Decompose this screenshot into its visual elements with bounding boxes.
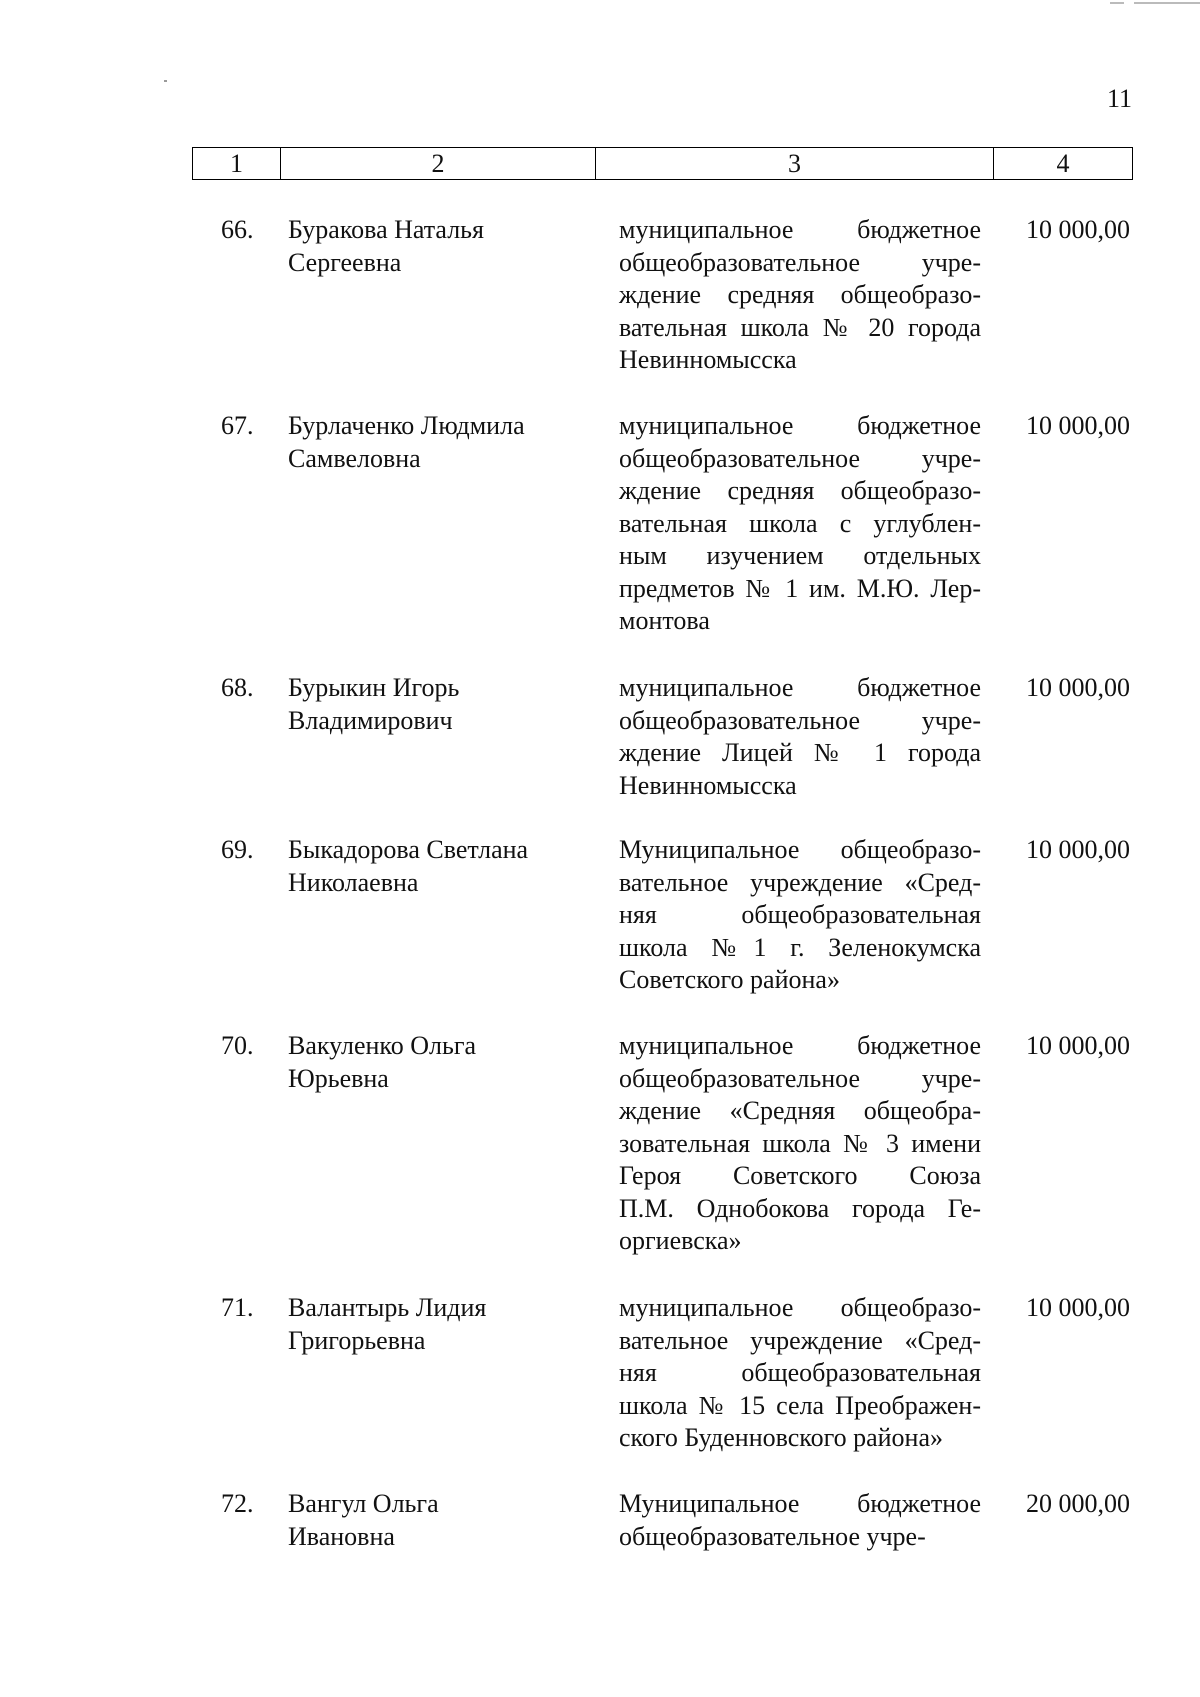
organization xyxy=(619,1488,981,1553)
entry-number: 72. xyxy=(221,1489,254,1518)
recipient-name-line: Быкадорова Светлана xyxy=(288,835,529,864)
organization-line: муниципальное бюджетное xyxy=(619,411,981,440)
award-amount: 10 000,00 xyxy=(1026,215,1130,244)
recipient-name-line: Вакуленко Ольга xyxy=(288,1031,477,1060)
organization xyxy=(619,1292,981,1455)
recipient-name-line: Бурлаченко Людмила xyxy=(288,411,525,440)
organization-line: вательное учреждение «Сред- xyxy=(619,867,981,897)
recipient-name-line: Владимирович xyxy=(288,705,453,735)
organization xyxy=(619,834,981,997)
recipient-name-line: Вангул Ольга xyxy=(288,1489,439,1518)
recipient-name xyxy=(288,1488,578,1553)
recipient-name-line: Самвеловна xyxy=(288,443,421,473)
recipient-name xyxy=(288,214,578,279)
recipient-name xyxy=(288,834,578,899)
organization-line: Невинномысска xyxy=(619,770,797,800)
award-amount: 10 000,00 xyxy=(1026,835,1130,864)
organization-line: вательная школа № 20 города xyxy=(619,312,981,342)
column-header-cell: 3 xyxy=(596,148,994,180)
award-amount: 10 000,00 xyxy=(1026,673,1130,702)
organization xyxy=(619,672,981,802)
column-header-row xyxy=(193,148,1133,180)
organization-line: общеобразовательное учре- xyxy=(619,247,981,277)
organization-line: няя общеобразовательная xyxy=(619,1358,981,1387)
organization-line: ского Буденновского района» xyxy=(619,1423,944,1452)
organization-line: ждение «Средняя общеобра- xyxy=(619,1096,981,1125)
organization-line: школа №1 г. Зеленокумска xyxy=(619,932,981,962)
organization-line: Муниципальное бюджетное xyxy=(619,1489,981,1518)
entry-number: 70. xyxy=(221,1031,254,1060)
award-amount: 20 000,00 xyxy=(1026,1489,1130,1518)
entry-number: 69. xyxy=(221,835,254,864)
organization-line: вательная школа с углублен- xyxy=(619,508,981,538)
recipient-name-line: Ивановна xyxy=(288,1521,395,1551)
organization-line: П.М. Однобокова города Ге- xyxy=(619,1193,981,1223)
recipient-name-line: Сергеевна xyxy=(288,247,402,277)
recipient-name xyxy=(288,1292,578,1357)
entry-number: 71. xyxy=(221,1293,254,1322)
organization xyxy=(619,1030,981,1258)
scan-edge-mark xyxy=(1110,0,1200,6)
organization-line: муниципальное бюджетное xyxy=(619,673,981,702)
organization-line: ждение средняя общеобразо- xyxy=(619,476,981,505)
award-amount: 10 000,00 xyxy=(1026,1031,1130,1060)
organization-line: монтова xyxy=(619,606,710,635)
organization-line: общеобразовательное учре- xyxy=(619,443,981,473)
entry-number: 68. xyxy=(221,673,254,702)
organization xyxy=(619,214,981,377)
column-header-cell: 2 xyxy=(281,148,596,180)
recipient-name xyxy=(288,410,578,475)
recipient-name-line: Юрьевна xyxy=(288,1063,389,1093)
organization-line: общеобразовательное учре- xyxy=(619,1063,981,1093)
organization-line: няя общеобразовательная xyxy=(619,900,981,929)
award-amount: 10 000,00 xyxy=(1026,1293,1130,1322)
recipient-name-line: Николаевна xyxy=(288,867,419,897)
organization-line: Невинномысска xyxy=(619,345,797,374)
organization-line: общеобразовательное учре- xyxy=(619,705,981,735)
organization-line: ждение Лицей № 1 города xyxy=(619,738,981,767)
recipient-name-line: Бурыкин Игорь xyxy=(288,673,460,702)
organization-line: муниципальное бюджетное xyxy=(619,215,981,244)
column-header-table xyxy=(192,147,1133,180)
organization-line: ждение средняя общеобразо- xyxy=(619,280,981,309)
organization-line: муниципальное общеобразо- xyxy=(619,1293,981,1322)
recipient-name xyxy=(288,672,578,737)
recipient-name-line: Валантырь Лидия xyxy=(288,1293,487,1322)
organization-line: общеобразовательное учре- xyxy=(619,1521,926,1551)
recipient-name-line: Григорьевна xyxy=(288,1325,426,1355)
page-number: 11 xyxy=(1106,84,1132,113)
column-header-cell: 4 xyxy=(994,148,1133,180)
entry-number: 66. xyxy=(221,215,254,244)
organization-line: Муниципальное общеобразо- xyxy=(619,835,981,864)
organization-line: Героя Советского Союза xyxy=(619,1161,981,1190)
recipient-name xyxy=(288,1030,578,1095)
column-header-cell: 1 xyxy=(193,148,281,180)
organization-line: ным изучением отдельных xyxy=(619,541,981,570)
organization-line: зовательная школа № 3 имени xyxy=(619,1128,981,1158)
scan-speck xyxy=(164,80,167,82)
organization-line: оргиевска» xyxy=(619,1226,742,1255)
organization-line: вательное учреждение «Сред- xyxy=(619,1325,981,1355)
entry-number: 67. xyxy=(221,411,254,440)
organization-line: Советского района» xyxy=(619,965,840,994)
organization-line: муниципальное бюджетное xyxy=(619,1031,981,1060)
award-amount: 10 000,00 xyxy=(1026,411,1130,440)
organization-line: школа № 15 села Преображен- xyxy=(619,1390,981,1420)
organization xyxy=(619,410,981,638)
recipient-name-line: Буракова Наталья xyxy=(288,215,484,244)
organization-line: предметов № 1 им. М.Ю. Лер- xyxy=(619,573,981,603)
